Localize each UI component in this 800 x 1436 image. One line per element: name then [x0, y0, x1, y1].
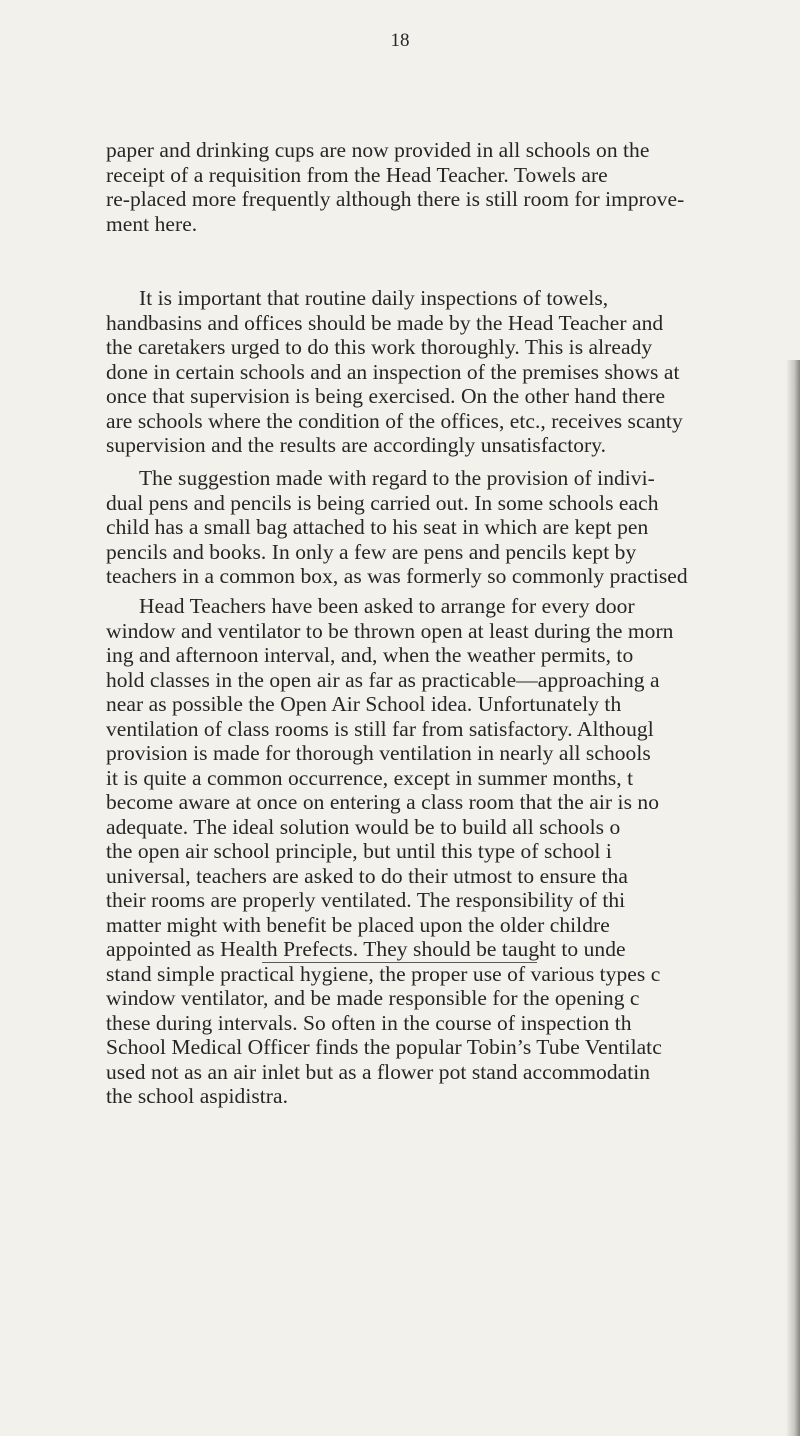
text-line: School Medical Officer finds the popular Tobin’s Tube Ventilatc: [106, 1035, 662, 1059]
paragraph-daily-inspections: [106, 286, 796, 458]
text-line: the school aspidistra.: [106, 1084, 289, 1108]
paragraph-ventilation: [106, 594, 796, 1109]
text-line: ventilation of class rooms is still far from satisfactory. Althougl: [106, 716, 654, 741]
text-line: their rooms are properly ventilated. The responsibility of thi: [106, 888, 626, 912]
text-line: child has a small bag attached to his seat in which are kept pen: [106, 515, 649, 539]
text-line: once that supervision is being exercised. On the other hand there: [106, 384, 666, 408]
text-line: are schools where the condition of the offices, etc., receives scanty: [106, 408, 683, 433]
text-line: handbasins and offices should be made by the Head Teacher and: [106, 310, 664, 335]
section-divider: [262, 962, 537, 963]
page-binding-shadow: [786, 360, 800, 1436]
text-line: It is important that routine daily inspections of towels,: [139, 286, 609, 310]
text-line: become aware at once on entering a class room that the air is no: [106, 790, 660, 814]
text-line: these during intervals. So often in the course of inspection th: [106, 1010, 632, 1035]
text-line: teachers in a common box, as was formerly so commonly practised: [106, 564, 688, 588]
text-line: the open air school principle, but until this type of school i: [106, 839, 612, 863]
text-line: ment here.: [106, 211, 198, 236]
text-line: pencils and books. In only a few are pens and pencils kept by: [106, 539, 637, 564]
text-line: done in certain schools and an inspection of the premises shows at: [106, 359, 680, 384]
text-line: re-placed more frequently although there is still room for improve-: [106, 187, 685, 211]
text-line: stand simple practical hygiene, the proper use of various types c: [106, 961, 661, 986]
text-line: paper and drinking cups are now provided in all schools on the: [106, 138, 650, 162]
text-line: window ventilator, and be made responsible for the opening c: [106, 986, 640, 1010]
text-line: used not as an air inlet but as a flower pot stand accommodatin: [106, 1059, 651, 1084]
text-line: appointed as Health Prefects. They should be taught to unde: [106, 937, 626, 961]
text-line: dual pens and pencils is being carried out. In some schools each: [106, 490, 659, 515]
text-line: receipt of a requisition from the Head Teacher. Towels are: [106, 162, 608, 187]
text-line: Head Teachers have been asked to arrange for every door: [139, 594, 635, 618]
paragraph-toilet-supplies: [106, 138, 796, 236]
text-line: universal, teachers are asked to do their utmost to ensure tha: [106, 863, 628, 888]
text-line: supervision and the results are accordingly unsatisfactory.: [106, 433, 607, 457]
text-line: The suggestion made with regard to the provision of indivi-: [139, 466, 655, 490]
text-line: adequate. The ideal solution would be to build all schools o: [106, 814, 621, 839]
text-line: provision is made for thorough ventilation in nearly all schools: [106, 741, 651, 765]
text-line: hold classes in the open air as far as practicable—approaching a: [106, 667, 660, 692]
text-line: it is quite a common occurrence, except in summer months, t: [106, 765, 634, 790]
text-line: the caretakers urged to do this work thoroughly. This is already: [106, 335, 653, 359]
text-line: matter might with benefit be placed upon the older childre: [106, 912, 610, 937]
page-number: 18: [390, 30, 410, 51]
text-line: window and ventilator to be thrown open at least during the morn: [106, 618, 674, 643]
text-line: ing and afternoon interval, and, when the weather permits, to: [106, 643, 634, 667]
paragraph-pens-and-pencils: [106, 466, 796, 589]
text-line: near as possible the Open Air School idea. Unfortunately th: [106, 692, 622, 716]
